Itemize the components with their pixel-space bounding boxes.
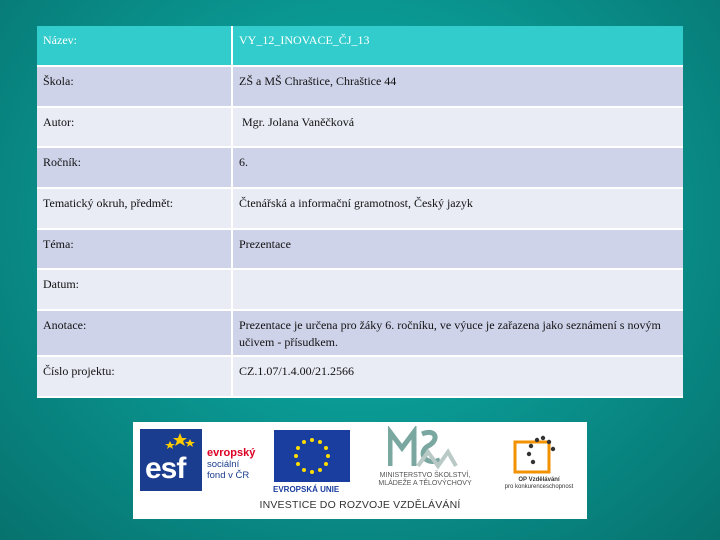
value-nazev: VY_12_INOVACE_ČJ_13 xyxy=(233,26,683,67)
msmt-line-1: MINISTERSTVO ŠKOLSTVÍ, xyxy=(379,472,471,479)
esf-caption xyxy=(207,448,255,481)
info-table xyxy=(37,26,683,398)
table-row-datum xyxy=(37,270,683,311)
value-skola: ZŠ a MŠ Chraštice, Chraštice 44 xyxy=(233,67,683,108)
label-nazev: Název: xyxy=(37,26,233,67)
label-rocnik: Ročník: xyxy=(37,148,233,189)
table-row-tematicky-okruh xyxy=(37,189,683,230)
funding-footer: INVESTICE DO ROZVOJE VZDĚLÁVÁNÍ xyxy=(259,499,461,511)
value-autor: Mgr. Jolana Vaněčková xyxy=(233,108,683,148)
label-tema: Téma: xyxy=(37,230,233,270)
label-datum: Datum: xyxy=(37,270,233,311)
value-anotace: Prezentace je určena pro žáky 6. ročníku, ve výuce je zařazena jako seznámení s novým učivem - přísudkem. xyxy=(233,311,683,357)
msmt-caption xyxy=(355,472,495,488)
table-row-autor xyxy=(37,108,683,148)
value-tematicky-okruh: Čtenářská a informační gramotnost, Český jazyk xyxy=(233,189,683,230)
table-row-nazev xyxy=(37,26,683,67)
msmt-logo-icon xyxy=(388,426,458,470)
esf-line-2: sociální xyxy=(207,459,240,470)
label-cislo-projektu: Číslo projektu: xyxy=(37,357,233,398)
op-caption xyxy=(489,477,589,491)
funding-logo-bar xyxy=(133,422,587,519)
table-row-anotace xyxy=(37,311,683,357)
value-datum xyxy=(233,270,683,311)
label-tematicky-okruh: Tematický okruh, předmět: xyxy=(37,189,233,230)
label-autor: Autor: xyxy=(37,108,233,148)
table-row-skola xyxy=(37,67,683,108)
op-line-2: pro konkurenceschopnost xyxy=(504,484,574,490)
op-line-1: OP Vzdělávání xyxy=(518,477,560,483)
label-anotace: Anotace: xyxy=(37,311,233,357)
value-cislo-projektu: CZ.1.07/1.4.00/21.2566 xyxy=(233,357,683,398)
table-row-cislo-projektu xyxy=(37,357,683,398)
table-row-tema xyxy=(37,230,683,270)
esf-mark: esf xyxy=(145,452,186,485)
msmt-line-2: MLÁDEŽE A TĚLOVÝCHOVY xyxy=(378,480,472,487)
esf-line-3: fond v ČR xyxy=(207,470,250,481)
esf-line-1: evropský xyxy=(207,447,256,459)
value-tema: Prezentace xyxy=(233,230,683,270)
op-logo-icon xyxy=(513,430,563,474)
eu-flag-icon xyxy=(274,430,350,482)
value-rocnik: 6. xyxy=(233,148,683,189)
table-row-rocnik xyxy=(37,148,683,189)
eu-label: EVROPSKÁ UNIE xyxy=(273,485,340,494)
label-skola: Škola: xyxy=(37,67,233,108)
